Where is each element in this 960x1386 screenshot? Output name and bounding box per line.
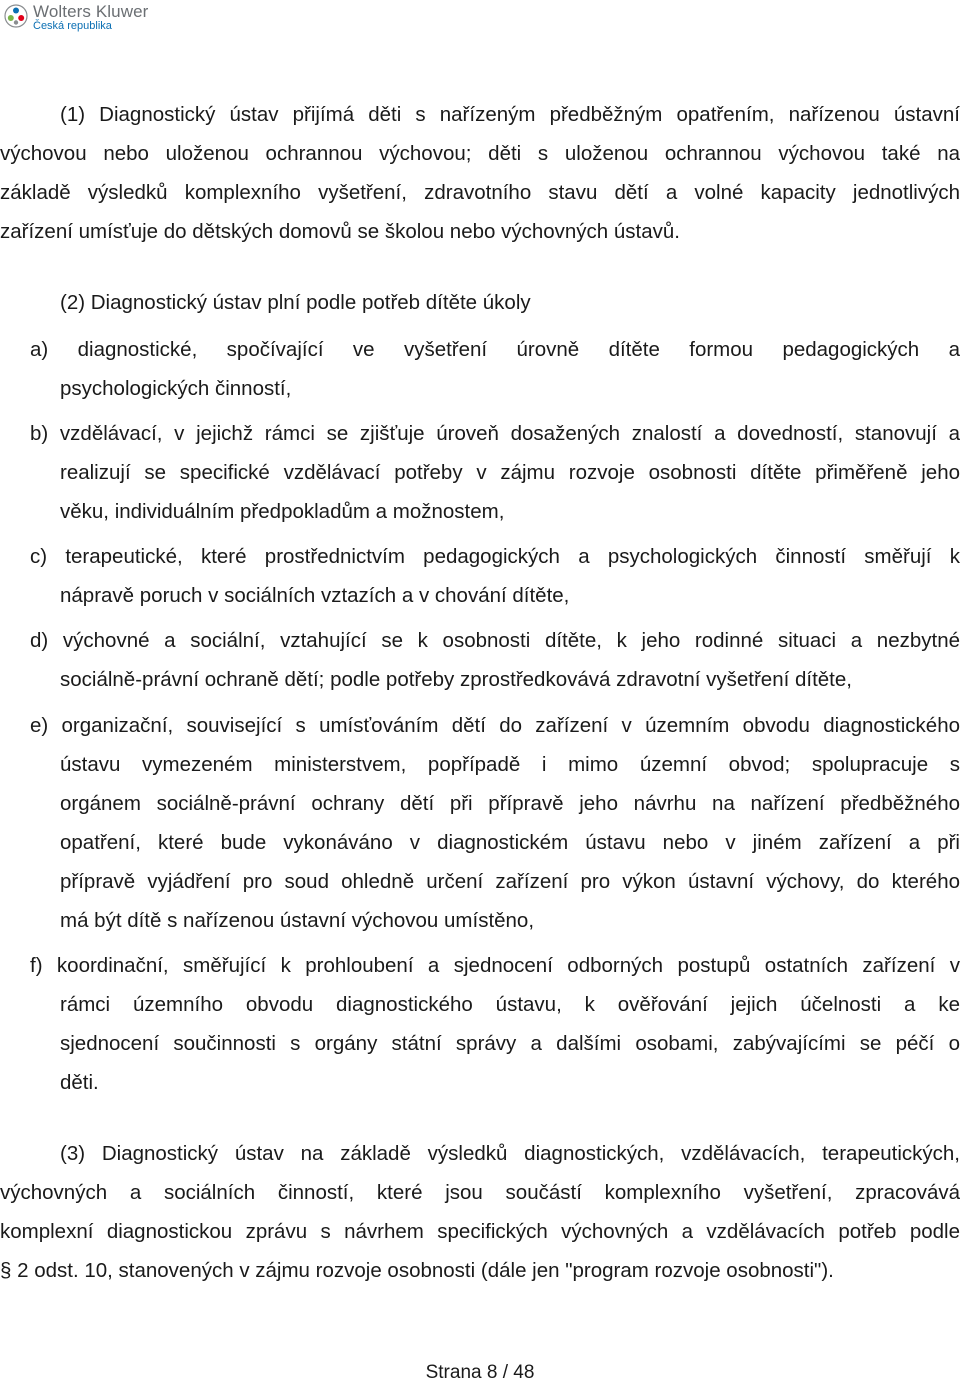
brand-subtitle: Česká republika: [33, 20, 112, 32]
text-line: c) terapeutické, které prostřednictvím pedagogických a psychologických činností směřují k: [30, 545, 960, 568]
text-line: zařízení umísťuje do dětských domovů se školou nebo výchovných ústavů.: [0, 220, 680, 243]
text-line: e) organizační, související s umísťováním dětí do zařízení v územním obvodu diagnostického: [30, 714, 960, 737]
text-line: sjednocení součinnosti s orgány státní správy a dalšími osobami, zabývajícími se péčí o: [60, 1032, 960, 1055]
paragraph-3: [0, 1134, 960, 1290]
text-line: má být dítě s nařízenou ústavní výchovou umístěno,: [60, 909, 535, 932]
text-line: (2) Diagnostický ústav plní podle potřeb dítěte úkoly: [60, 291, 531, 314]
paragraph-1: [0, 95, 960, 251]
brand-name: Wolters Kluwer: [33, 2, 149, 21]
text-line: věku, individuálním předpokladům a možnostem,: [60, 500, 505, 523]
wolters-kluwer-logo-icon: [4, 4, 28, 28]
text-line: § 2 odst. 10, stanovených v zájmu rozvoje osobnosti (dále jen "program rozvoje osobnosti").: [0, 1259, 834, 1282]
text-line: opatření, které bude vykonáváno v diagnostickém ústavu nebo v jiném zařízení a při: [60, 831, 960, 854]
page-number: Strana 8 / 48: [425, 1362, 535, 1383]
list-item-e: [0, 706, 960, 940]
list-item-f: [0, 946, 960, 1102]
list-item-c: [0, 537, 960, 615]
list-item-b: [0, 414, 960, 531]
text-line: přípravě vyjádření pro soud ohledně určení zařízení pro výkon ústavní výchovy, do kterého: [60, 870, 960, 893]
paragraph-2-intro: [0, 283, 960, 322]
text-line: základě výsledků komplexního vyšetření, zdravotního stavu dětí a volné kapacity jednotlivých: [0, 181, 960, 204]
text-line: sociálně-právní ochraně dětí; podle potřeby zprostředkovává zdravotní vyšetření dítěte,: [60, 668, 852, 691]
text-line: d) výchovné a sociální, vztahující se k osobnosti dítěte, k jeho rodinné situaci a nezbytné: [30, 629, 960, 652]
list-item-d: [0, 621, 960, 699]
text-line: (3) Diagnostický ústav na základě výsledků diagnostických, vzdělávacích, terapeutických,: [60, 1142, 960, 1165]
text-line: výchovou nebo uloženou ochrannou výchovou; děti s uloženou ochrannou výchovou také na: [0, 142, 960, 165]
list-item-a: [0, 330, 960, 408]
text-line: f) koordinační, směřující k prohloubení a sjednocení odborných postupů ostatních zařízení v: [30, 954, 960, 977]
text-line: psychologických činností,: [60, 377, 292, 400]
text-line: (1) Diagnostický ústav přijímá děti s nařízeným předběžným opatřením, nařízenou ústavní: [60, 103, 960, 126]
text-line: realizují se specifické vzdělávací potřeby v zájmu rozvoje osobnosti dítěte přiměřeně jeho: [60, 461, 960, 484]
text-line: orgánem sociálně-právní ochrany dětí při přípravě jeho návrhu na nařízení předběžného: [60, 792, 960, 815]
text-line: b) vzdělávací, v jejichž rámci se zjišťuje úroveň dosažených znalostí a dovedností, stanovují a: [30, 422, 960, 445]
text-line: a) diagnostické, spočívající ve vyšetření úrovně dítěte formou pedagogických a: [30, 338, 960, 361]
text-line: ústavu vymezeném ministerstvem, popřípadě i mimo územní obvod; spolupracuje s: [60, 753, 960, 776]
text-line: výchovných a sociálních činností, které jsou součástí komplexního vyšetření, zpracovává: [0, 1181, 960, 1204]
text-line: děti.: [60, 1071, 99, 1094]
publisher-logo: [4, 3, 148, 32]
text-line: rámci územního obvodu diagnostického ústavu, k ověřování jejich účelnosti a ke: [60, 993, 960, 1016]
text-line: nápravě poruch v sociálních vztazích a v chování dítěte,: [60, 584, 570, 607]
text-line: komplexní diagnostickou zprávu s návrhem specifických výchovných a vzdělávacích potřeb podle: [0, 1220, 960, 1243]
